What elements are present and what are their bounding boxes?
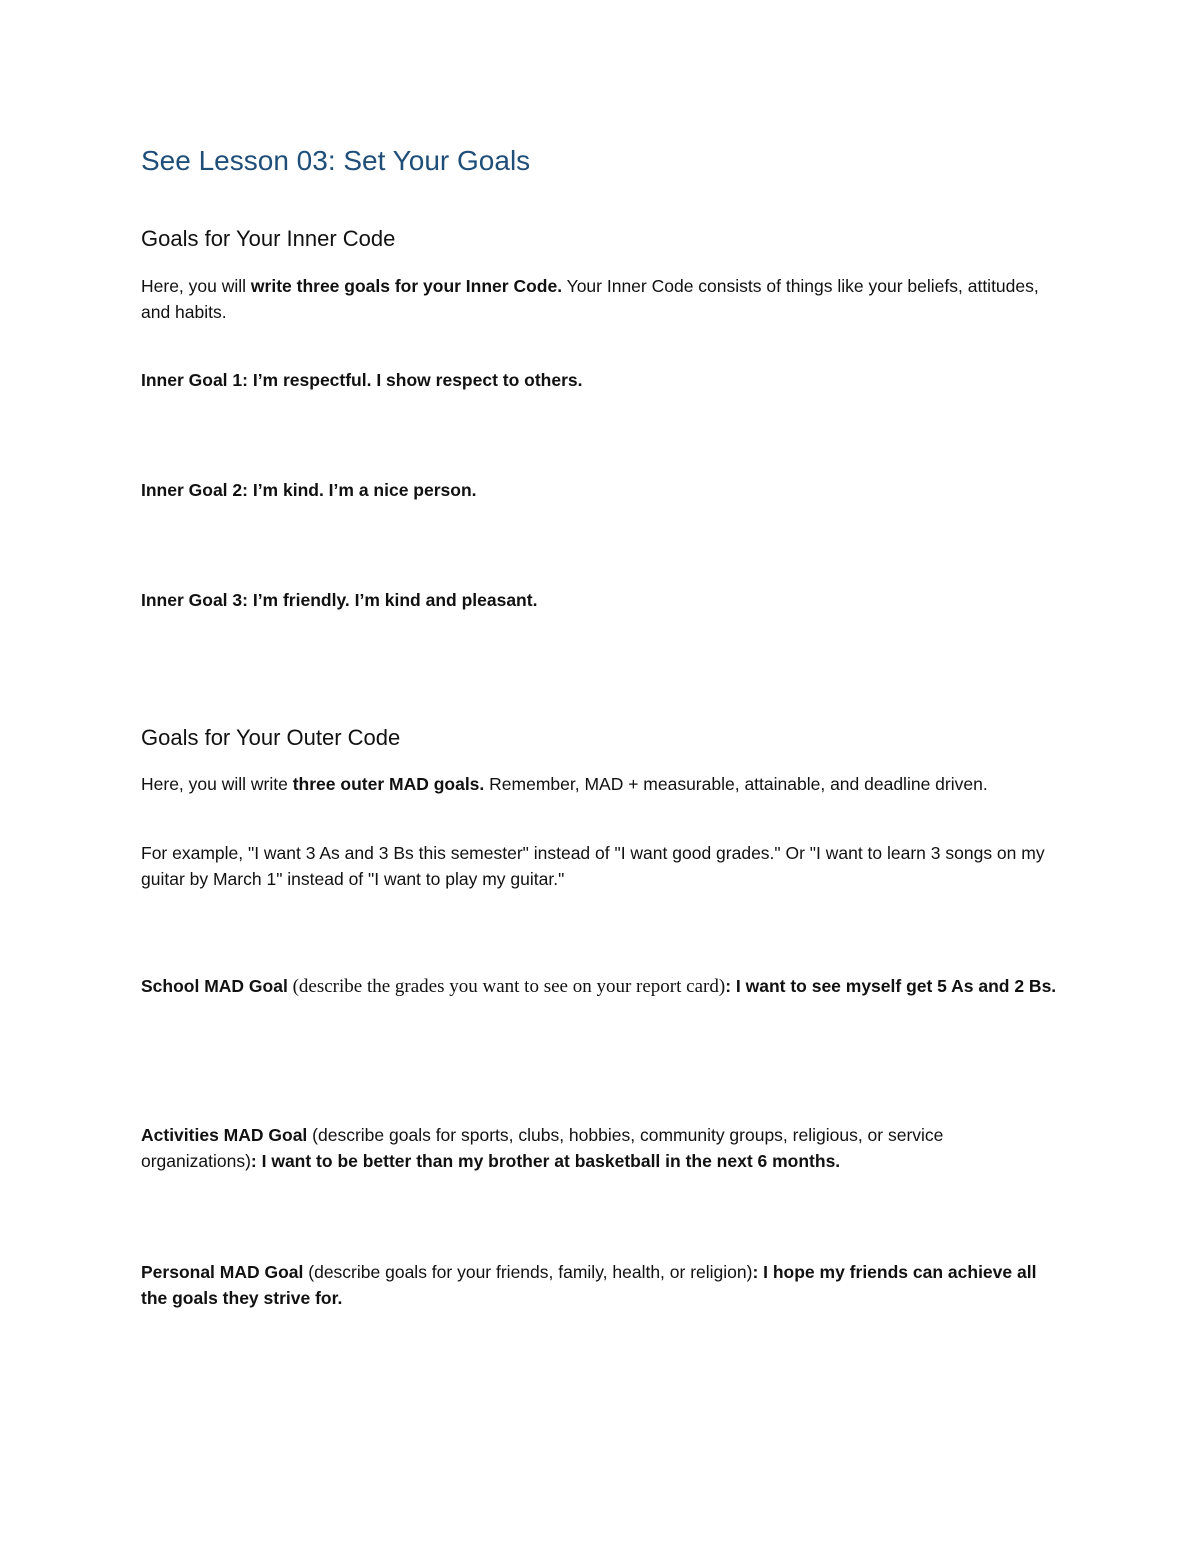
school-goal-label: School MAD Goal — [141, 976, 288, 996]
personal-mad-goal — [141, 1259, 1061, 1311]
inner-intro-emphasis: write three goals for your Inner Code. — [250, 276, 563, 296]
activities-goal-answer: : I want to be better than my brother at basketball in the next 6 months. — [250, 1151, 841, 1171]
personal-goal-description: (describe goals for your friends, family, health, or religion) — [303, 1262, 753, 1282]
inner-intro-text: Here, you will — [141, 276, 251, 296]
outer-intro-text-rest: Remember, MAD + measurable, attainable, and deadline driven. — [484, 774, 988, 794]
inner-code-heading: Goals for Your Inner Code — [141, 226, 396, 251]
outer-code-intro — [141, 771, 1061, 797]
personal-goal-answer: : I hope my friends can achieve all the goals they strive for. — [141, 1262, 1037, 1308]
inner-goal-2: Inner Goal 2: I’m kind. I’m a nice person. — [141, 480, 477, 500]
activities-mad-goal — [141, 1122, 1061, 1174]
school-mad-goal — [141, 973, 1061, 1000]
activities-goal-label: Activities MAD Goal — [141, 1125, 308, 1145]
outer-code-example: For example, "I want 3 As and 3 Bs this semester" instead of "I want good grades." Or "I want to learn 3 songs on my guitar by March 1" instead of "I want to play my guitar." — [141, 843, 1045, 889]
school-goal-answer: : I want to see myself get 5 As and 2 Bs. — [725, 976, 1057, 996]
inner-goal-3: Inner Goal 3: I’m friendly. I’m kind and pleasant. — [141, 590, 538, 610]
inner-intro-text-rest: Your Inner Code consists of things like your beliefs, attitudes, and habits. — [141, 276, 1039, 322]
school-goal-description: (describe the grades you want to see on your report card) — [287, 976, 726, 997]
page-title: See Lesson 03: Set Your Goals — [141, 145, 531, 176]
inner-goal-1: Inner Goal 1: I’m respectful. I show respect to others. — [141, 370, 583, 390]
personal-goal-label: Personal MAD Goal — [141, 1262, 304, 1282]
inner-code-intro — [141, 273, 1061, 325]
outer-intro-text: Here, you will write — [141, 774, 293, 794]
activities-goal-description: (describe goals for sports, clubs, hobbies, community groups, religious, or service organizations) — [141, 1125, 944, 1171]
outer-code-heading: Goals for Your Outer Code — [141, 725, 401, 750]
outer-intro-emphasis: three outer MAD goals. — [292, 774, 485, 794]
